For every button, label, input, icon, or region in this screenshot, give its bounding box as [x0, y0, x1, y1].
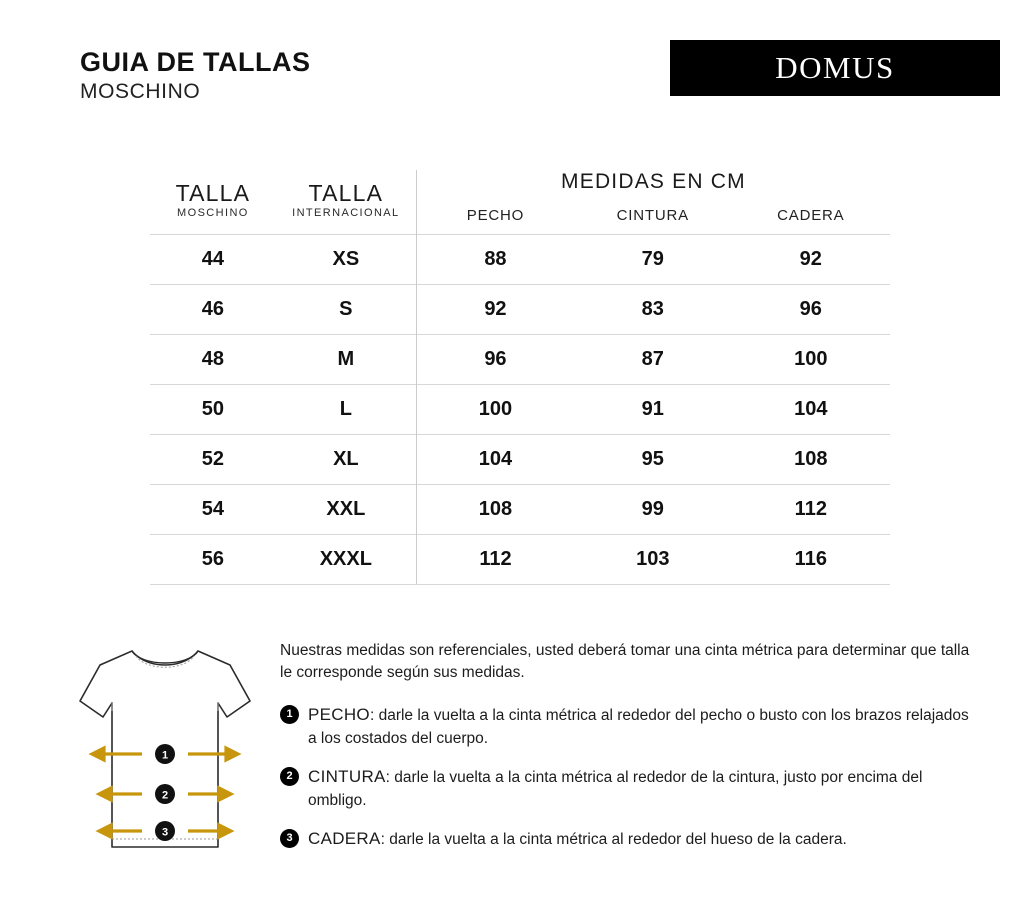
note-item-cadera: [280, 827, 980, 852]
note-body-cintura: : darle la vuelta a la cinta métrica al rededor de la cintura, justo por encima del ombligo.: [308, 769, 923, 809]
col-header-pecho: PECHO: [416, 206, 574, 235]
note-label-cadera: CADERA: [308, 829, 381, 849]
cell-cadera: 112: [732, 485, 890, 535]
cell-moschino: 48: [150, 335, 276, 385]
col-header-cadera: CADERA: [777, 207, 845, 224]
cell-cadera: 108: [732, 435, 890, 485]
cell-moschino: 44: [150, 235, 276, 285]
note-text-cadera: [308, 827, 847, 852]
cell-cintura: 99: [574, 485, 732, 535]
cell-pecho: 92: [416, 285, 574, 335]
cell-cintura: 95: [574, 435, 732, 485]
table-row: [150, 385, 890, 435]
page-subtitle: MOSCHINO: [80, 80, 201, 104]
brand-name: DOMUS: [775, 50, 895, 85]
note-bullet-3: 3: [280, 829, 299, 848]
cell-cadera: 96: [732, 285, 890, 335]
tshirt-diagram-icon: [70, 635, 260, 865]
cell-pecho: 104: [416, 435, 574, 485]
cell-international: XXXL: [276, 535, 417, 585]
cell-cadera: 116: [732, 535, 890, 585]
cell-international: XL: [276, 435, 417, 485]
table-row: [150, 535, 890, 585]
diagram-marker-2: 2: [161, 789, 169, 802]
table-row: [150, 285, 890, 335]
note-text-pecho: [308, 703, 980, 750]
note-label-cintura: CINTURA: [308, 767, 386, 787]
note-item-pecho: [280, 703, 980, 750]
note-item-cintura: [280, 765, 980, 812]
table-row: [150, 485, 890, 535]
page-header: [0, 40, 1024, 120]
note-body-cadera: : darle la vuelta a la cinta métrica al rededor del hueso de la cadera.: [380, 831, 847, 849]
cell-moschino: 54: [150, 485, 276, 535]
cell-international: M: [276, 335, 417, 385]
notes-intro: Nuestras medidas son referenciales, usted deberá tomar una cinta métrica para determinar que talla le corresponde según sus medidas.: [280, 642, 970, 682]
table-header-row-top: [150, 170, 890, 206]
cell-cintura: 103: [574, 535, 732, 585]
size-table-body: [150, 235, 890, 585]
cell-pecho: 108: [416, 485, 574, 535]
diagram-marker-1: 1: [161, 749, 169, 762]
cell-international: L: [276, 385, 417, 435]
col-header-moschino: TALLA MOSCHINO: [175, 179, 251, 220]
page-title: GUIA DE TALLAS: [80, 47, 311, 77]
note-label-pecho: PECHO: [308, 704, 370, 724]
notes-panel: [280, 640, 980, 867]
cell-international: S: [276, 285, 417, 335]
table-row: [150, 235, 890, 285]
cell-cintura: 91: [574, 385, 732, 435]
note-bullet-2: 2: [280, 767, 299, 786]
cell-moschino: 50: [150, 385, 276, 435]
size-table-wrapper: [150, 170, 890, 585]
cell-moschino: 52: [150, 435, 276, 485]
cell-cadera: 104: [732, 385, 890, 435]
cell-pecho: 112: [416, 535, 574, 585]
title-block: [80, 48, 311, 104]
cell-moschino: 46: [150, 285, 276, 335]
cell-international: XS: [276, 235, 417, 285]
cell-pecho: 96: [416, 335, 574, 385]
table-row: [150, 335, 890, 385]
size-table: [150, 170, 890, 585]
note-body-pecho: : darle la vuelta a la cinta métrica al rededor del pecho o busto con los brazos relajados a los costados del cuerpo.: [308, 706, 969, 747]
diagram-marker-3: 3: [161, 826, 169, 839]
cell-cintura: 79: [574, 235, 732, 285]
col-header-measures-group: MEDIDAS EN CM: [416, 170, 890, 206]
col-header-cintura: CINTURA: [616, 207, 689, 224]
cell-cintura: 87: [574, 335, 732, 385]
note-bullet-1: 1: [280, 705, 299, 724]
col-header-international: TALLA INTERNACIONAL: [292, 179, 400, 220]
note-text-cintura: [308, 765, 980, 812]
table-row: [150, 435, 890, 485]
cell-moschino: 56: [150, 535, 276, 585]
brand-logo-box: [670, 40, 1000, 96]
cell-cintura: 83: [574, 285, 732, 335]
cell-cadera: 92: [732, 235, 890, 285]
cell-pecho: 100: [416, 385, 574, 435]
cell-international: XXL: [276, 485, 417, 535]
cell-cadera: 100: [732, 335, 890, 385]
cell-pecho: 88: [416, 235, 574, 285]
